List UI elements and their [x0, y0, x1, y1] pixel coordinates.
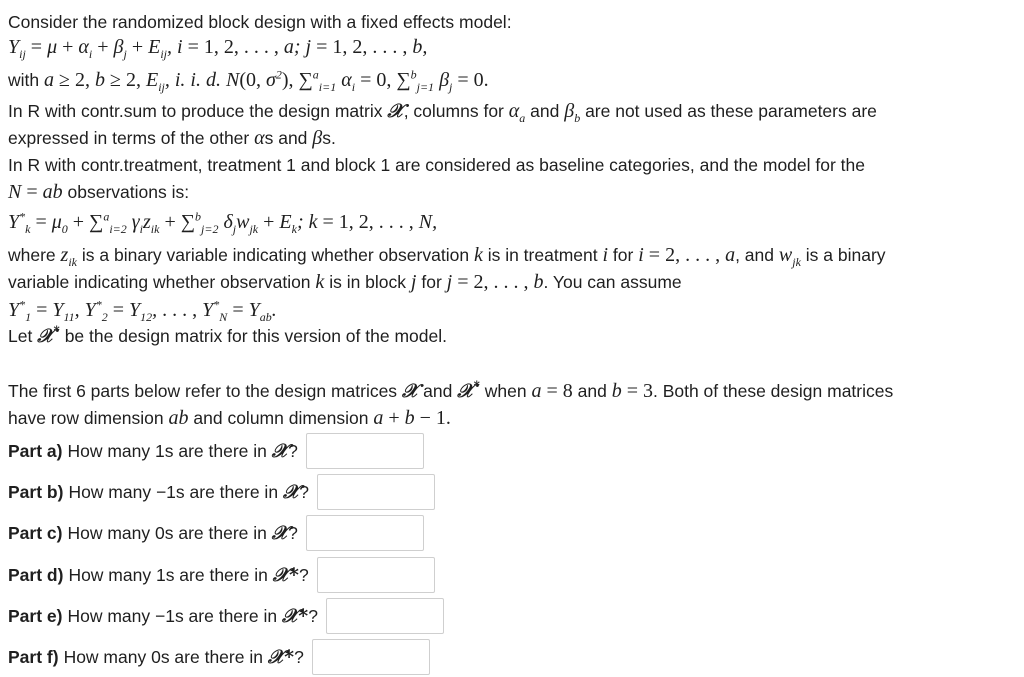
model-equation: $Y_{ij} = \mu + \alpha_i + \beta_j + E_{ij}$, i = 1, 2, . . . , a; j = 1, 2, . . . , b,	[8, 36, 428, 61]
intro-line-7: N = ab observations is:	[8, 181, 190, 203]
treatment-model-equation: $Y^*_k = \mu_0 + \sum^a_{i=2}$ $\gamma_iz_{ik} + \sum^b_{j=2}$ $\delta_jw_{jk} + E_k$; k = 1, 2, . . . , N,	[8, 209, 438, 236]
intro-line-1: Consider the randomized block design with a fixed effects model:	[8, 12, 512, 32]
part-a-answer-input[interactable]	[306, 433, 424, 469]
part-b: Part b) How many −1s are there in 𝒳 ?	[8, 472, 435, 512]
context-line-1: The first 6 parts below refer to the design matrices 𝒳 and 𝒳* when a = 8 and b = 3. Both of these design matrices	[8, 378, 894, 402]
part-f: Part f) How many 0s are there in 𝒳* ?	[8, 637, 430, 677]
part-d: Part d) How many 1s are there in 𝒳* ?	[8, 555, 435, 595]
intro-line-10: variable indicating whether observation k is in block j for j = 2, . . . , b. You can assume	[8, 271, 682, 293]
part-d-answer-input[interactable]	[317, 557, 435, 593]
assumption-equation: $Y^*_1 = Y_{11}$, $Y^*_2 = Y_{12}$, . . . , $Y^*_N = Y_{ab}$.	[8, 297, 277, 324]
context-line-2: have row dimension ab and column dimension a + b − 1.	[8, 407, 451, 429]
part-a: Part a) How many 1s are there in 𝒳 ?	[8, 431, 424, 471]
intro-line-6: In R with contr.treatment, treatment 1 and block 1 are considered as baseline categories, and the model for the	[8, 155, 866, 175]
part-f-answer-input[interactable]	[312, 639, 430, 675]
intro-line-4: In R with contr.sum to produce the design matrix 𝒳, columns for $\alpha_a$ and $\beta_b$ are not used as these parameters are	[8, 100, 877, 125]
part-b-answer-input[interactable]	[317, 474, 435, 510]
part-c-answer-input[interactable]	[306, 515, 424, 551]
intro-line-12: Let 𝒳* be the design matrix for this version of the model.	[8, 323, 447, 347]
intro-line-5: expressed in terms of the other αs and βs.	[8, 127, 336, 149]
part-c: Part c) How many 0s are there in 𝒳 ?	[8, 513, 424, 553]
model-conditions: with a ≥ 2, b ≥ 2, $E_{ij}$, i. i. d. N(0, $\sigma^2$), ∑$^a_{i=1}$ $\alpha_i = 0$, ∑$^b_{j=1}$ $\beta_j = 0$.	[8, 67, 489, 94]
part-e-answer-input[interactable]	[326, 598, 444, 634]
intro-line-9: where $z_{ik}$ is a binary variable indicating whether observation k is in treatment i for i = 2, . . . , a, and $w_{jk}$ is a binary	[8, 244, 886, 269]
part-e: Part e) How many −1s are there in 𝒳* ?	[8, 596, 444, 636]
